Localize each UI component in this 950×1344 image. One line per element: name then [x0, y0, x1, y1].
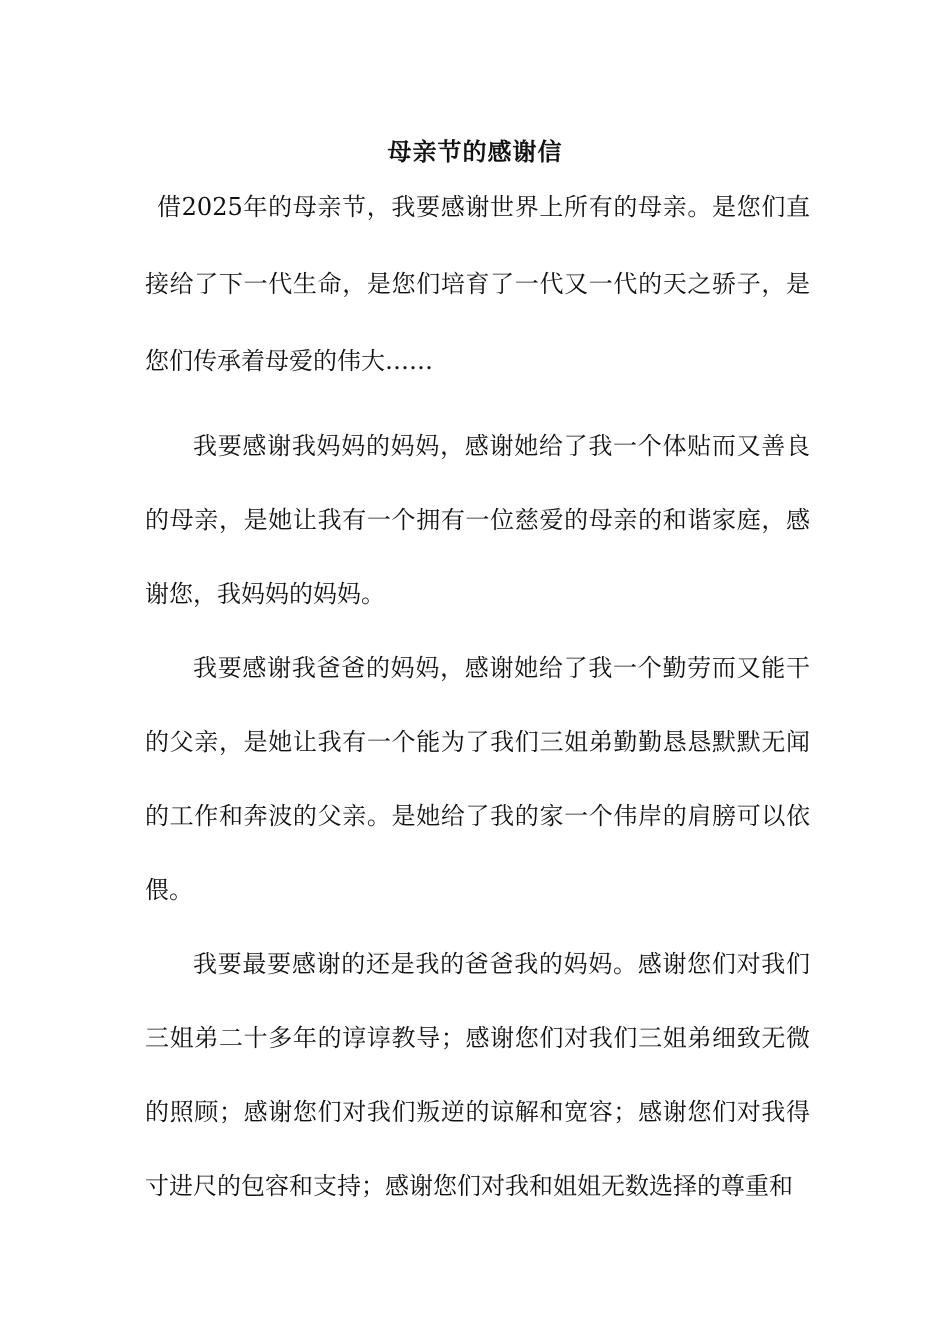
letter-body [145, 178, 810, 1223]
page-title: 母亲节的感谢信 [387, 137, 563, 166]
paragraph-3: 我要感谢我爸爸的妈妈，感谢她给了我一个勤劳而又能干的父亲，是她让我有一个能为了我们三姐弟勤勤恳恳默默无闻的工作和奔波的父亲。是她给了我的家一个伟岸的肩膀可以依偎。 [145, 654, 810, 904]
paragraph-4: 我要最要感谢的还是我的爸爸我的妈妈。感谢您们对我们三姐弟二十多年的谆谆教导；感谢您们对我们三姐弟细致无微的照顾；感谢您们对我们叛逆的谅解和宽容；感谢您们对我得寸进尺的包容和支持；感谢您们对我和姐姐无数选择的尊重和 [145, 950, 810, 1200]
paragraph-2: 我要感谢我妈妈的妈妈，感谢她给了我一个体贴而又善良的母亲，是她让我有一个拥有一位慈爱的母亲的和谐家庭，感谢您，我妈妈的妈妈。 [145, 432, 810, 608]
paragraph-1: 借2025年的母亲节，我要感谢世界上所有的母亲。是您们直接给了下一代生命，是您们培育了一代又一代的天之骄子，是您们传承着母爱的伟大…… [145, 193, 810, 375]
